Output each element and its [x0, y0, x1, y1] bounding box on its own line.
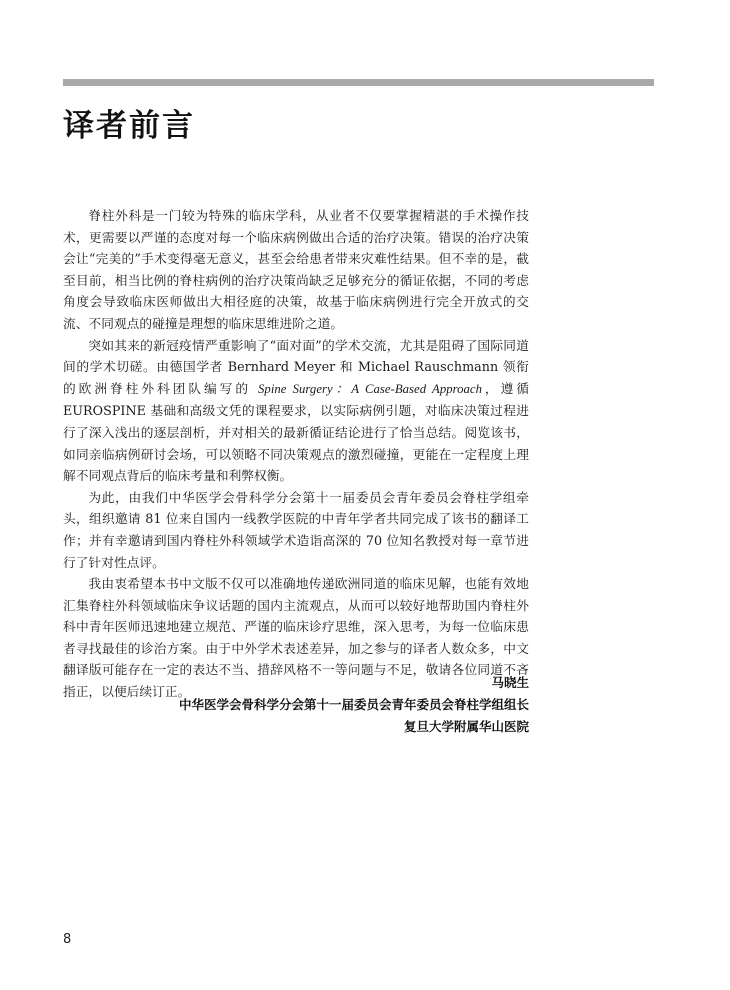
page-number: 8: [63, 932, 72, 947]
paragraph-1: 脊柱外科是一门较为特殊的临床学科，从业者不仅要掌握精湛的手术操作技术，更需要以严谨的态度对每一个临床病例做出合适的治疗决策。错误的治疗决策会让“完美的”手术变得毫无意义，甚至会给患者带来灾难性结果。但不幸的是，截至目前，相当比例的脊柱病例的治疗决策尚缺乏足够充分的循证依据，不同的考虑角度会导致临床医师做出大相径庭的决策，故基于临床病例进行完全开放式的交流、不同观点的碰撞是理想的临床思维进阶之道。: [63, 208, 529, 331]
header-rule: [63, 79, 654, 86]
translator-affiliation: 复旦大学附属华山医院: [403, 719, 529, 734]
paragraph-2-rest: ，遵循 EUROSPINE 基础和高级文凭的课程要求，以实际病例引题，对临床决策过程进行了深入浅出的逐层剖析，并对相关的最新循证结论进行了恰当总结。阅览该书，如同亲临病例研讨会场，可以领略不同决策观点的激烈碰撞，更能在一定程度上理解不同观点背后的临床考量和利弊权衡。: [63, 380, 529, 484]
paragraph-2-lead: 突如其来的新冠疫情严重影响了“面对面”的学术交流，尤其是阻碍了国际同道间的学术切磋。由德国学者 Bernhard Meyer 和 Michael Rauschmann 领衔的欧洲脊柱外科团队编写的: [63, 337, 529, 396]
translator-name: 马晓生: [491, 675, 529, 690]
paragraph-3: 为此，由我们中华医学会骨科学分会第十一届委员会青年委员会脊柱学组牵头，组织邀请 81 位来自国内一线教学医院的中青年学者共同完成了该书的翻译工作；并有幸邀请到国内脊柱外科领域学术造诣高深的 70 位知名教授对每一章节进行了针对性点评。: [63, 489, 529, 570]
paragraph-2: [63, 335, 529, 487]
book-title: Spine Surgery：A Case-Based Approach: [258, 381, 482, 396]
translator-position: 中华医学会骨科学分会第十一届委员会青年委员会脊柱学组组长: [178, 697, 529, 712]
preface-body: [63, 205, 529, 703]
signature-block: [179, 672, 529, 738]
page-title: 译者前言: [63, 108, 195, 144]
paragraph-4: 我由衷希望本书中文版不仅可以准确地传递欧洲同道的临床见解，也能有效地汇集脊柱外科领域临床争议话题的国内主流观点，从而可以较好地帮助国内脊柱外科中青年医师迅速地建立规范、严谨的临床诊疗思维，深入思考，为每一位临床患者寻找最佳的诊治方案。由于中外学术表述差异，加之参与的译者人数众多，中文翻译版可能存在一定的表达不当、措辞风格不一等问题与不足，敬请各位同道不吝指正，以便后续订正。: [63, 576, 529, 700]
